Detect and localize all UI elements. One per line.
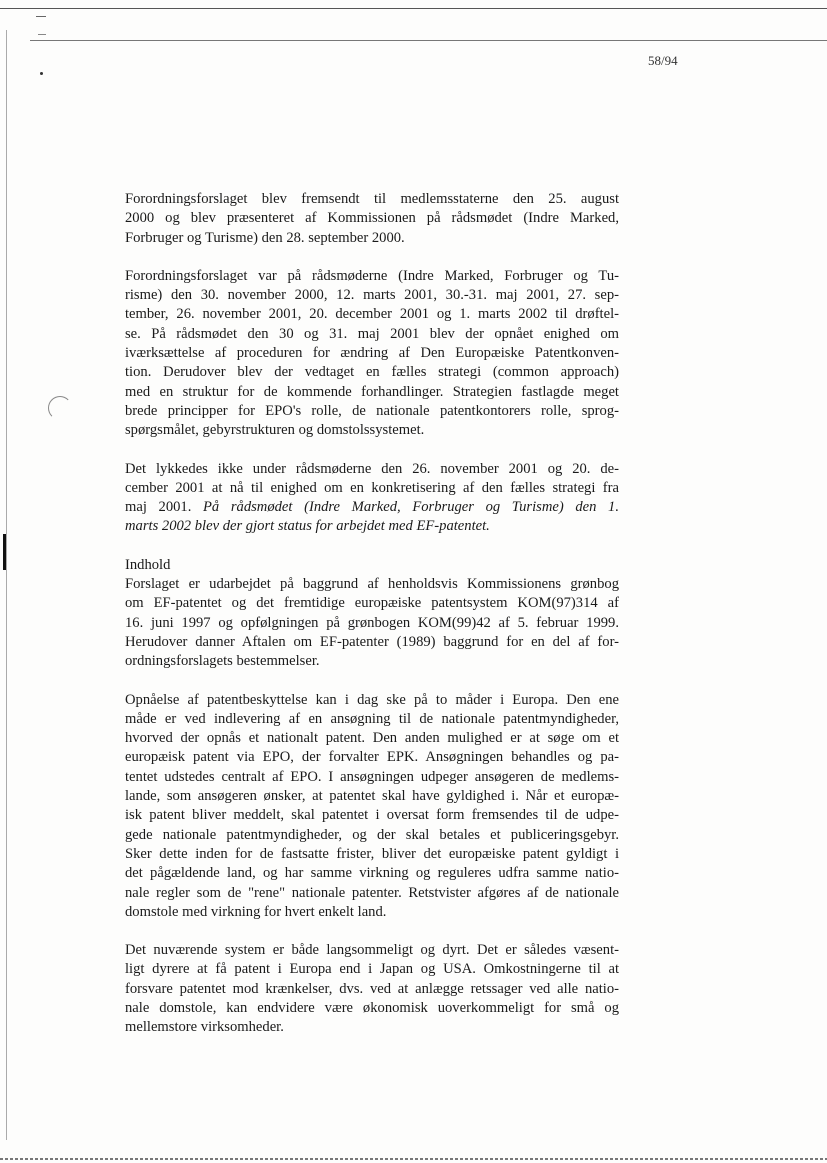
text-line: hvorved der opnås et nationalt patent. Den anden mulighed er at søge om et [125,730,619,747]
page-number: 58/94 [648,53,678,68]
punch-hole-mark [48,396,72,420]
text-line: iværksættelse af proceduren for ændring af Den Europæiske Patentkonven- [125,345,619,362]
section-contents [125,556,619,672]
text-line: Forbruger og Turisme) den 28. september 2000. [125,229,405,246]
text-line-mixed [125,498,619,517]
text-line: ordningsforslagets bestemmelser. [125,653,320,670]
text-line: tion. Derudover blev der vedtaget en fælles strategi (common approach) [125,364,619,381]
text-line: risme) den 30. november 2000, 12. marts 2001, 30.-31. maj 2001, 27. sep- [125,287,619,304]
scan-edge-left [6,30,7,1140]
scan-speck [40,72,43,75]
text-line: lande, som ansøgeren ønsker, at patentet skal have gyldighed i. Når et europæ- [125,788,619,805]
italic-text-line: marts 2002 blev der gjort status for arbejdet med EF-patentet. [125,518,490,535]
section-heading: Indhold [125,556,171,573]
text-line: nale domstole, kan endvidere være økonomisk uoverkommeligt for små og [125,999,619,1016]
text-line: mellemstore virksomheder. [125,1019,284,1036]
text-line: Forordningsforslaget blev fremsendt til medlemsstaterne den 25. august [125,191,619,207]
text-line: Opnåelse af patentbeskyttelse kan i dag ske på to måder i Europa. Den ene [125,691,619,708]
text-line: Forordningsforslaget var på rådsmøderne (Indre Marked, Forbruger og Tu- [125,267,619,284]
text-line: ligt dyrere at få patent i Europa end i Japan og USA. Omkostningerne til at [125,961,619,978]
text-line: det pågældende land, og har samme virkning og reguleres udfra samme natio- [125,865,619,882]
text-line: nale regler som de "rene" nationale patenter. Retstvister afgøres af de nationale [125,884,619,901]
text-line: forsvare patentet mod krænkelser, dvs. ved at anlægge retssager ved alle natio- [125,980,619,997]
margin-bar [3,534,6,570]
text-line: cember 2001 at nå til enighed om en konkretisering af den fælles strategi fra [125,479,619,496]
paragraph-no-agreement [125,460,619,537]
scan-mark [36,16,46,17]
document-body [125,190,619,1057]
scan-edge-bottom [0,1158,827,1160]
text-line: Sker dette inden for de fastsatte frister, bliver det europæiske patent gyldigt i [125,845,619,862]
text-line: brede principper for EPO's rolle, de nationale patentkontorers rolle, sprog- [125,402,619,419]
text-line: se. På rådsmødet den 30 og 31. maj 2001 blev der opnået enighed om [125,325,619,342]
italic-text-run: På rådsmødet (Indre Marked, Forbruger og Turisme) den 1. [203,499,619,516]
text-line: tentet udstedes centralt af EPO. I ansøgningen udpeger ansøgeren de medlems- [125,768,619,785]
text-line: Forslaget er udarbejdet på baggrund af henholdsvis Kommissionens grønbog [125,576,619,593]
paragraph-council-meetings [125,267,619,441]
text-line: isk patent bliver meddelt, skal patentet i oversat form fremsendes til de udpe- [125,807,619,824]
text-line: 2000 og blev præsenteret af Kommissionen på rådsmødet (Indre Marked, [125,210,619,227]
text-line: Herudover danner Aftalen om EF-patenter (1989) baggrund for en del af for- [125,633,619,650]
text-line: om EF-patentet og det fremtidige europæiske patentsystem KOM(97)314 af [125,595,619,612]
paragraph-proposal-sent [125,190,619,248]
text-line: europæisk patent via EPO, der forvalter EPK. Ansøgningen behandles og pa- [125,749,619,766]
text-line: Det nuværende system er både langsommeligt og dyrt. Det er således væsent- [125,942,619,959]
paragraph-current-system [125,941,619,1037]
text-line: tember, 26. november 2001, 20. december 2001 og 1. marts 2002 til drøftel- [125,306,619,323]
scan-mark [38,34,46,35]
scan-edge-top [0,8,827,9]
scan-rule [30,40,827,41]
text-line: domstole med virkning for hvert enkelt land. [125,903,387,920]
text-line: 16. juni 1997 og opfølgningen på grønbogen KOM(99)42 af 5. februar 1999. [125,614,619,631]
text-line: måde er ved indlevering af en ansøgning til de nationale patentmyndigheder, [125,710,619,727]
text-line: Det lykkedes ikke under rådsmøderne den 26. november 2001 og 20. de- [125,460,619,477]
text-line: spørgsmålet, gebyrstrukturen og domstolssystemet. [125,422,425,439]
text-line: med en struktur for de kommende forhandlinger. Strategien fastlagde meget [125,383,619,400]
text-run: maj 2001. [125,499,203,516]
paragraph-patent-protection [125,691,619,923]
text-line: gede nationale patentmyndigheder, og der skal betales et publiceringsgebyr. [125,826,619,843]
